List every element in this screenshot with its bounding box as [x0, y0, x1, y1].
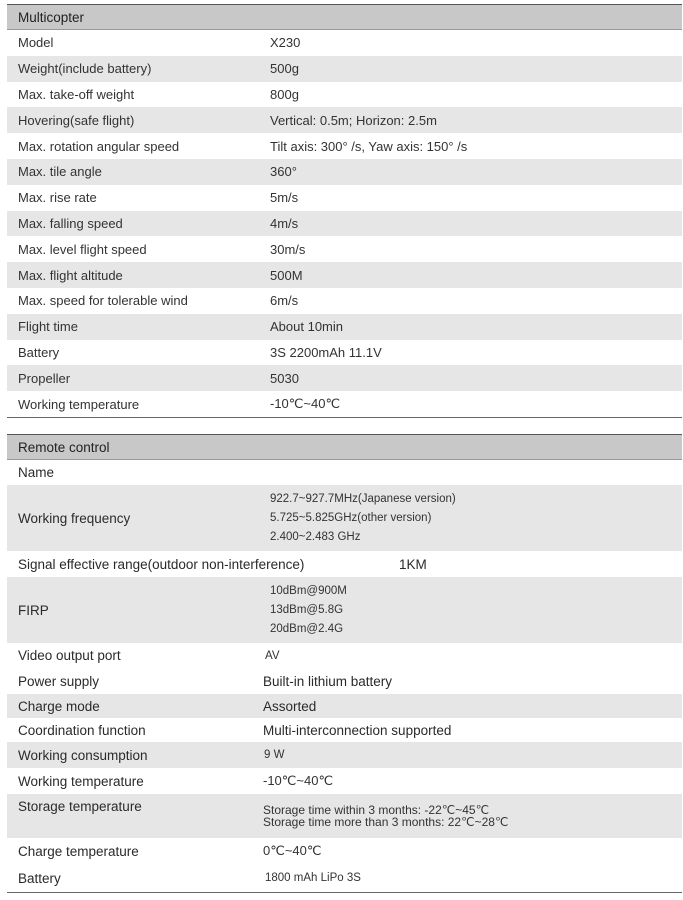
row-value: 6m/s: [270, 293, 299, 309]
row-value: 4m/s: [270, 215, 299, 231]
row-label: Charge temperature: [18, 843, 139, 859]
table-row: [7, 838, 682, 864]
table-row: [7, 185, 682, 211]
table-row: [7, 365, 682, 391]
row-value: Multi-interconnection supported: [263, 722, 452, 738]
row-value: 5m/s: [270, 190, 299, 206]
row-value: Built-in lithium battery: [263, 673, 393, 689]
row-label: Max. take-off weight: [18, 86, 135, 102]
row-value: 800g: [270, 86, 299, 102]
row-value-list: [263, 794, 508, 838]
row-label: Battery: [18, 344, 60, 360]
table-row: [7, 742, 682, 768]
row-label: Working temperature: [18, 396, 140, 412]
row-label: Weight(include battery): [18, 61, 152, 77]
table-row: [7, 485, 682, 551]
row-value: 3S 2200mAh 11.1V: [270, 344, 382, 360]
row-label: Working consumption: [18, 747, 148, 763]
row-label: Working frequency: [18, 510, 131, 526]
row-value: -10℃~40℃: [270, 396, 341, 412]
row-value: 5.725~5.825GHz(other version): [270, 511, 432, 524]
table-row: [7, 211, 682, 237]
table-row: [7, 794, 682, 838]
row-value: 30m/s: [270, 241, 306, 257]
row-value: Tilt axis: 300° /s, Yaw axis: 150° /s: [270, 138, 468, 154]
multicopter-header: Multicopter: [7, 4, 682, 30]
remote-control-spec-table: [7, 434, 682, 893]
table-row: [7, 460, 682, 485]
row-value: 500g: [270, 61, 299, 77]
table-row: [7, 391, 682, 417]
row-label: Hovering(safe flight): [18, 112, 135, 128]
row-label: Max. level flight speed: [18, 241, 147, 257]
remote-control-header: Remote control: [7, 434, 682, 460]
row-label: FIRP: [18, 602, 49, 618]
table-row: [7, 236, 682, 262]
row-value: 5030: [270, 370, 299, 386]
row-value: 500M: [270, 267, 303, 283]
table-row: [7, 577, 682, 643]
table-row: [7, 314, 682, 340]
row-value: Storage time more than 3 months: 22℃~28℃: [263, 815, 509, 829]
row-value: 922.7~927.7MHz(Japanese version): [270, 492, 456, 505]
row-label: Storage temperature: [18, 799, 142, 814]
row-value: About 10min: [270, 319, 343, 335]
table-row: [7, 107, 682, 133]
multicopter-rows: [7, 30, 682, 417]
table-row: [7, 30, 682, 56]
row-label: Battery: [18, 870, 61, 886]
row-label: Max. flight altitude: [18, 267, 123, 283]
row-value: 20dBm@2.4G: [270, 622, 344, 635]
table-row: [7, 864, 682, 892]
row-label: Coordination function: [18, 722, 146, 738]
row-label: Propeller: [18, 370, 71, 386]
row-value: -10℃~40℃: [263, 773, 334, 788]
table-row: [7, 340, 682, 366]
table-row: [7, 262, 682, 288]
row-value: Storage time within 3 months: -22℃~45℃: [263, 803, 490, 817]
row-value: X230: [270, 35, 301, 51]
row-label: Video output port: [18, 648, 121, 663]
table-row: [7, 288, 682, 314]
row-value: 2.400~2.483 GHz: [270, 530, 361, 543]
table-row: [7, 768, 682, 794]
row-value: AV: [265, 649, 280, 662]
table-row: [7, 56, 682, 82]
row-label: Max. rotation angular speed: [18, 138, 180, 154]
row-label: Signal effective range(outdoor non-interference): [18, 556, 305, 572]
row-label: Name: [18, 465, 55, 480]
row-value: 360°: [270, 164, 297, 180]
table-row: [7, 668, 682, 694]
table-row: [7, 694, 682, 718]
table-row: [7, 643, 682, 668]
row-value: 1800 mAh LiPo 3S: [265, 872, 361, 884]
row-value-list: [270, 577, 347, 643]
table-row: [7, 718, 682, 742]
row-label: Model: [18, 35, 54, 51]
table-row: [7, 159, 682, 185]
row-value: Vertical: 0.5m; Horizon: 2.5m: [270, 112, 437, 128]
row-value-list: [270, 485, 456, 551]
row-label: Max. falling speed: [18, 215, 123, 231]
row-label: Max. speed for tolerable wind: [18, 293, 188, 309]
row-value: 1KM: [399, 556, 427, 572]
table-row: [7, 82, 682, 108]
row-label: Flight time: [18, 319, 78, 335]
row-label: Power supply: [18, 673, 100, 689]
row-value: 10dBm@900M: [270, 584, 347, 597]
row-label: Working temperature: [18, 773, 144, 789]
table-row: [7, 133, 682, 159]
row-value: Assorted: [263, 698, 317, 714]
row-label: Charge mode: [18, 698, 100, 714]
row-label: Max. tile angle: [18, 164, 102, 180]
row-label: Max. rise rate: [18, 190, 97, 206]
multicopter-spec-table: [7, 4, 682, 418]
row-value: 9 W: [264, 749, 285, 761]
row-value: 13dBm@5.8G: [270, 603, 344, 616]
table-row: [7, 551, 682, 577]
row-value: 0℃~40℃: [263, 843, 322, 858]
